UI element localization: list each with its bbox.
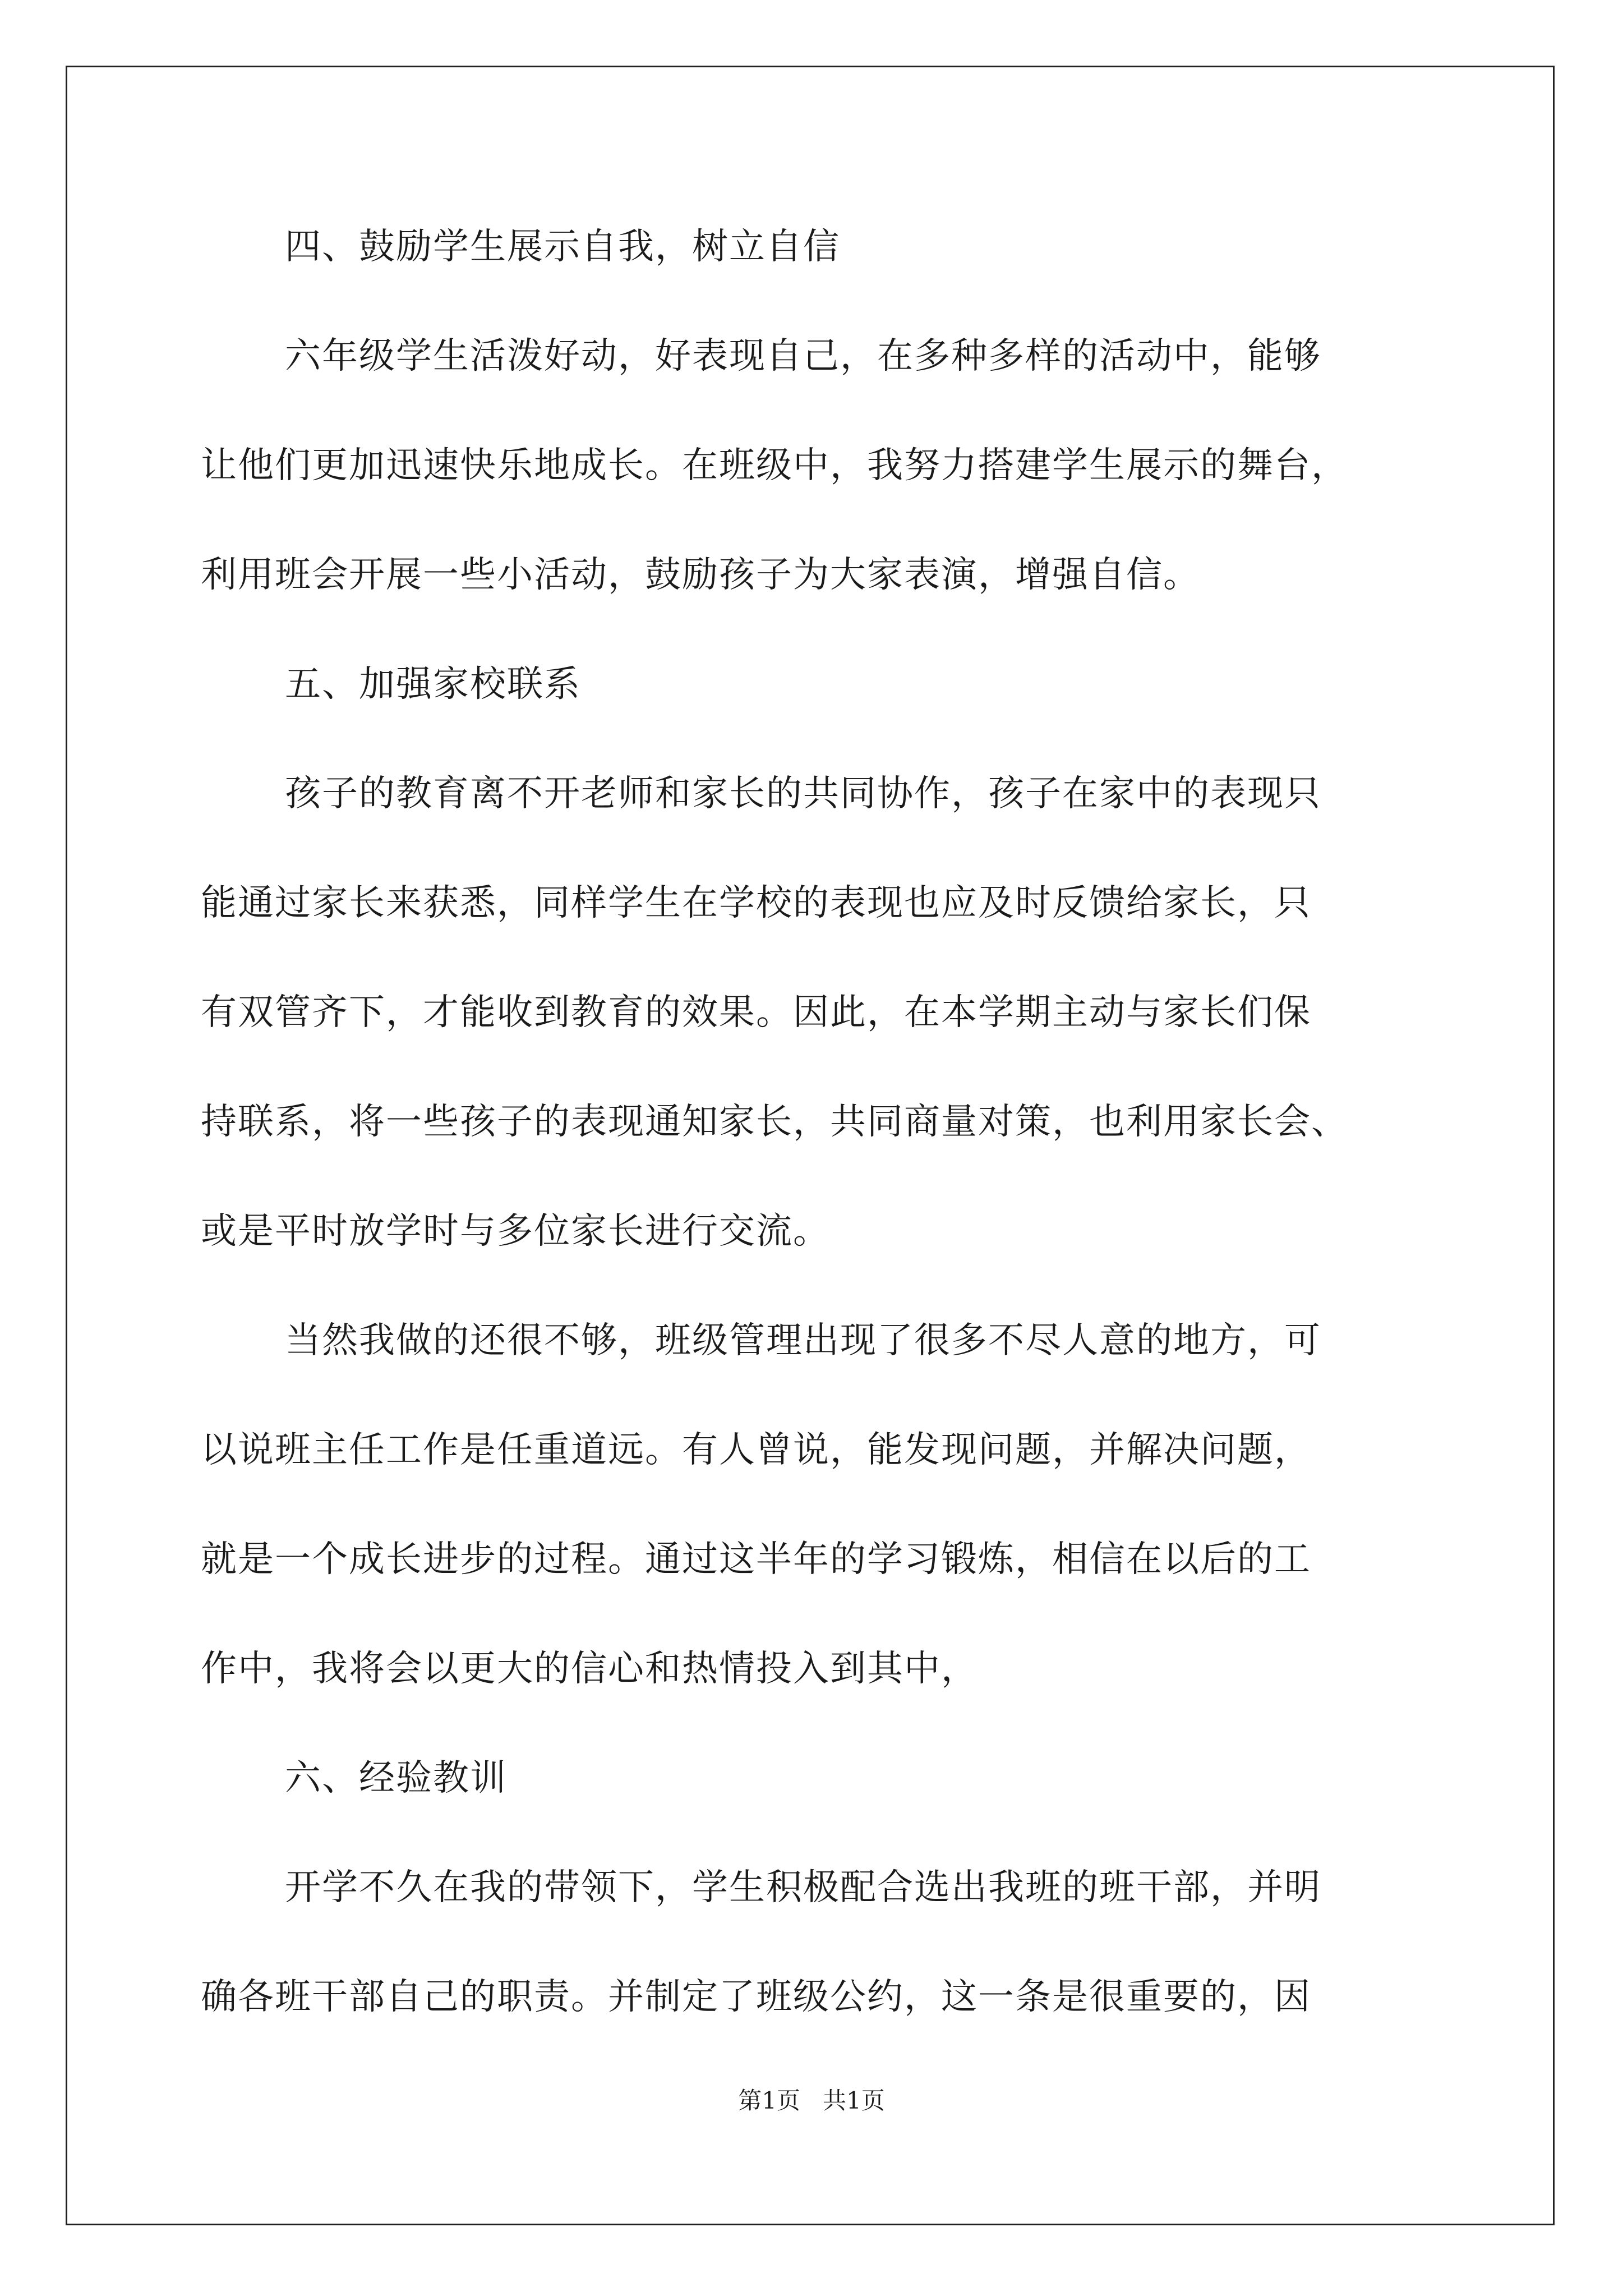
heading-section-4: 四、鼓励学生展示自我，树立自信 <box>285 226 840 268</box>
paragraph-line: 孩子的教育离不开老师和家长的共同协作，孩子在家中的表现只 <box>285 773 1321 815</box>
paragraph-line: 作中，我将会以更大的信心和热情投入到其中， <box>201 1648 978 1690</box>
paragraph-line: 让他们更加迅速快乐地成长。在班级中，我努力搭建学生展示的舞台， <box>201 445 1348 486</box>
paragraph-line: 六年级学生活泼好动，好表现自己，在多种多样的活动中，能够 <box>285 335 1321 377</box>
heading-section-5: 五、加强家校联系 <box>285 664 581 705</box>
heading-section-6: 六、经验教训 <box>285 1757 507 1799</box>
paragraph-line: 利用班会开展一些小活动，鼓励孩子为大家表演，增强自信。 <box>201 554 1200 596</box>
paragraph-line: 开学不久在我的带领下，学生积极配合选出我班的班干部，并明 <box>285 1867 1321 1908</box>
paragraph-line: 能通过家长来获悉，同样学生在学校的表现也应及时反馈给家长，只 <box>201 882 1311 924</box>
paragraph-line: 当然我做的还很不够，班级管理出现了很多不尽人意的地方，可 <box>285 1320 1321 1361</box>
paragraph-line: 持联系，将一些孩子的表现通知家长，共同商量对策，也利用家长会、 <box>201 1101 1348 1143</box>
paragraph-line: 确各班干部自己的职责。并制定了班级公约，这一条是很重要的，因 <box>201 1976 1311 2018</box>
paragraph-line: 或是平时放学时与多位家长进行交流。 <box>201 1211 830 1252</box>
paragraph-line: 就是一个成长进步的过程。通过这半年的学习锻炼，相信在以后的工 <box>201 1539 1311 1580</box>
paragraph-line: 以说班主任工作是任重道远。有人曾说，能发现问题，并解决问题， <box>201 1429 1311 1471</box>
paragraph-line: 有双管齐下，才能收到教育的效果。因此，在本学期主动与家长们保 <box>201 992 1311 1033</box>
page-number-footer: 第1页 共1页 <box>738 2087 885 2114</box>
